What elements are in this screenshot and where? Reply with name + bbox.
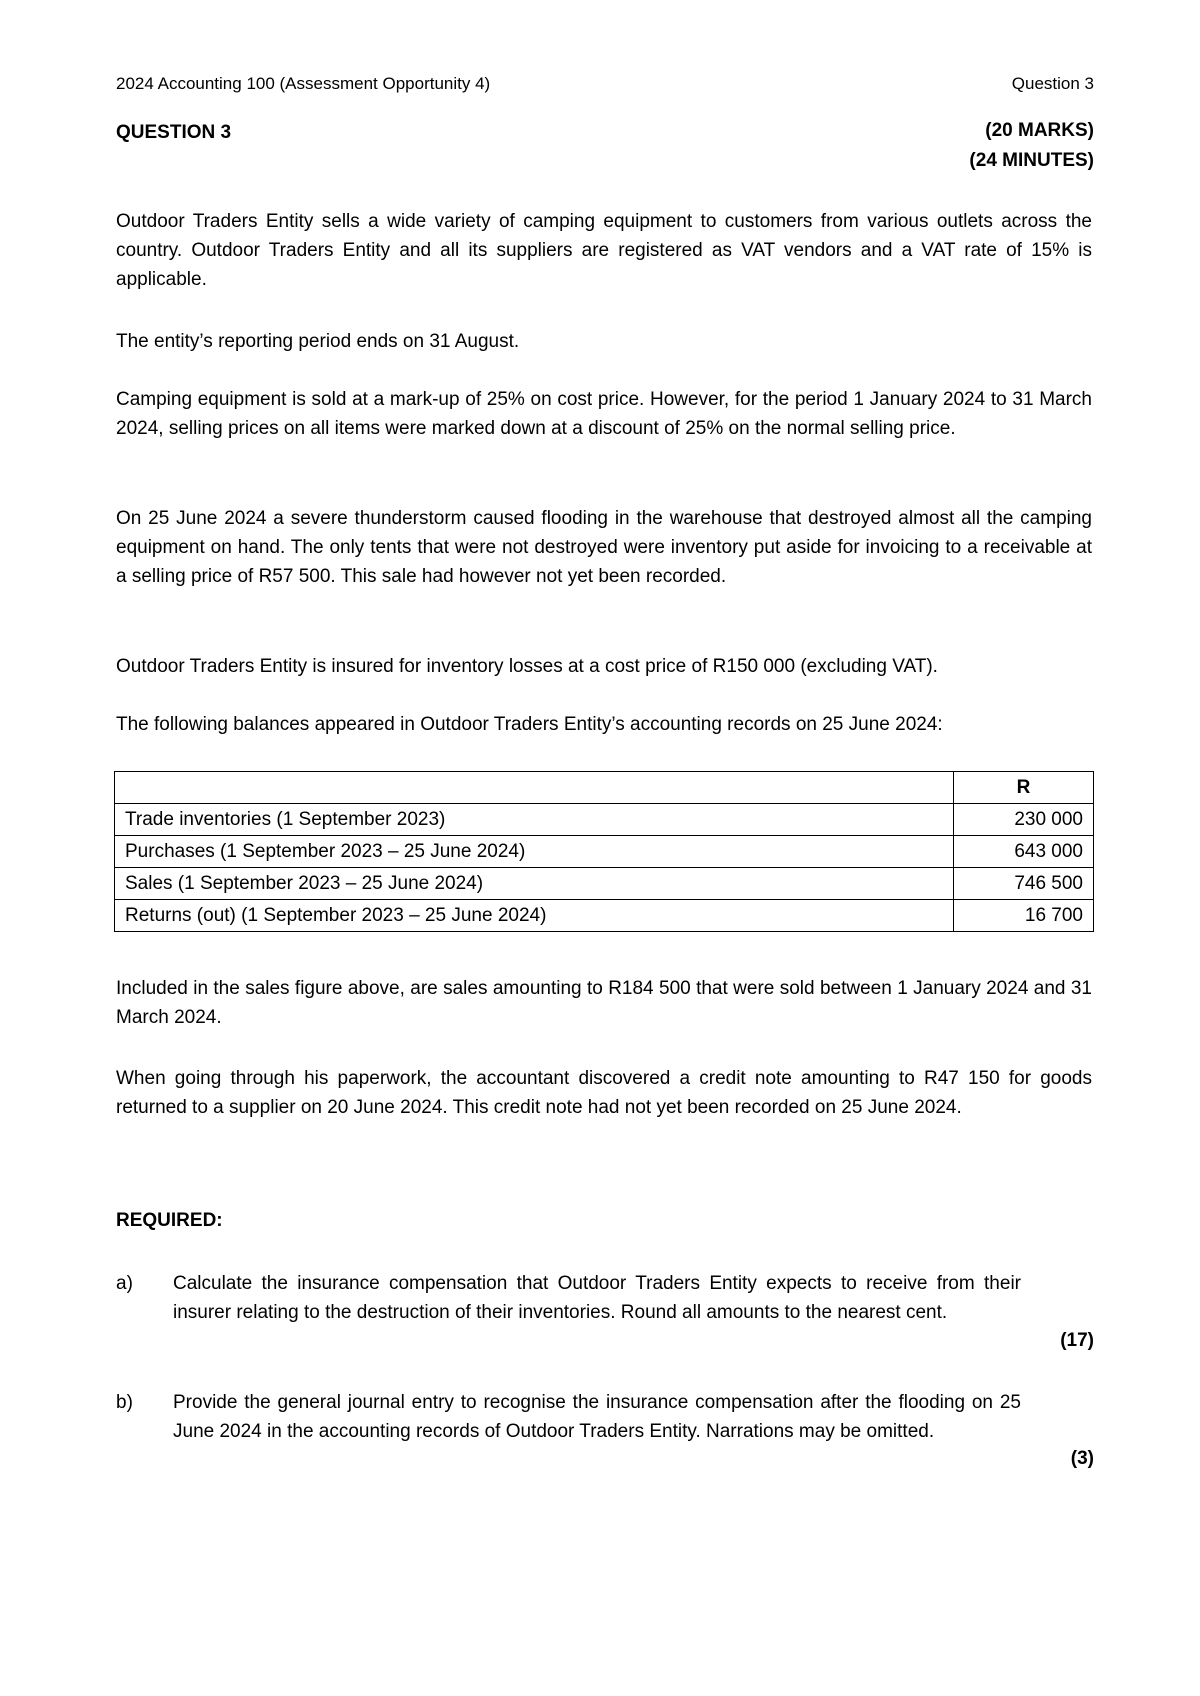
balances-intro-paragraph: The following balances appeared in Outdoor Traders Entity’s accounting records on 25 June 2024: (116, 714, 943, 735)
page-header-question: Question 3 (1011, 74, 1094, 93)
question-title: QUESTION 3 (116, 122, 232, 143)
reporting-period-paragraph: The entity’s reporting period ends on 31 August. (116, 331, 520, 352)
balances-table (114, 771, 1094, 932)
required-item-text: Calculate the insurance compensation that Outdoor Traders Entity expects to receive from their insurer relating to the destruction of their inventories. Round all amounts to the nearest cent. (173, 1273, 1021, 1323)
required-item-marks: (3) (1070, 1448, 1094, 1469)
row-label: Purchases (1 September 2023 – 25 June 2024) (115, 836, 954, 868)
table-row (115, 868, 1094, 900)
required-heading: REQUIRED: (116, 1210, 223, 1231)
flooding-paragraph: On 25 June 2024 a severe thunderstorm caused flooding in the warehouse that destroyed almost all the camping equipment on hand. The only tents that were not destroyed were inventory put aside for invoicing to a receivable at a selling price of R57 500. This sale had however not yet been recorded. (116, 508, 1092, 587)
required-item-letter: a) (116, 1273, 133, 1294)
table-row (115, 836, 1094, 868)
question-minutes: (24 MINUTES) (969, 150, 1094, 171)
intro-paragraph: Outdoor Traders Entity sells a wide variety of camping equipment to customers from various outlets across the country. Outdoor Traders Entity and all its suppliers are registered as VAT vendors and a VAT rate of 15% is applicable. (116, 211, 1092, 290)
row-amount: 643 000 (954, 836, 1094, 868)
required-item-text: Provide the general journal entry to recognise the insurance compensation after the flooding on 25 June 2024 in the accounting records of Outdoor Traders Entity. Narrations may be omitted. (173, 1392, 1021, 1442)
credit-note-paragraph: When going through his paperwork, the accountant discovered a credit note amounting to R47 150 for goods returned to a supplier on 20 June 2024. This credit note had not yet been recorded on 25 June 2024. (116, 1068, 1092, 1118)
insurance-paragraph: Outdoor Traders Entity is insured for inventory losses at a cost price of R150 000 (excluding VAT). (116, 656, 938, 677)
row-label: Returns (out) (1 September 2023 – 25 June 2024) (115, 900, 954, 932)
required-item-letter: b) (116, 1392, 133, 1413)
required-item-marks: (17) (1060, 1330, 1094, 1351)
row-amount: 746 500 (954, 868, 1094, 900)
table-header-label-cell (115, 772, 954, 804)
question-marks-block (969, 116, 1094, 176)
row-amount: 230 000 (954, 804, 1094, 836)
table-row (115, 804, 1094, 836)
table-header-currency: R (954, 772, 1094, 804)
row-label: Sales (1 September 2023 – 25 June 2024) (115, 868, 954, 900)
table-row (115, 900, 1094, 932)
sales-period-paragraph: Included in the sales figure above, are sales amounting to R184 500 that were sold between 1 January 2024 and 31 March 2024. (116, 978, 1092, 1028)
table-header-row (115, 772, 1094, 804)
question-marks: (20 MARKS) (985, 120, 1094, 141)
row-amount: 16 700 (954, 900, 1094, 932)
markup-paragraph: Camping equipment is sold at a mark-up of 25% on cost price. However, for the period 1 January 2024 to 31 March 2024, selling prices on all items were marked down at a discount of 25% on the normal selling price. (116, 389, 1092, 439)
row-label: Trade inventories (1 September 2023) (115, 804, 954, 836)
page-header-title: 2024 Accounting 100 (Assessment Opportunity 4) (116, 74, 491, 93)
